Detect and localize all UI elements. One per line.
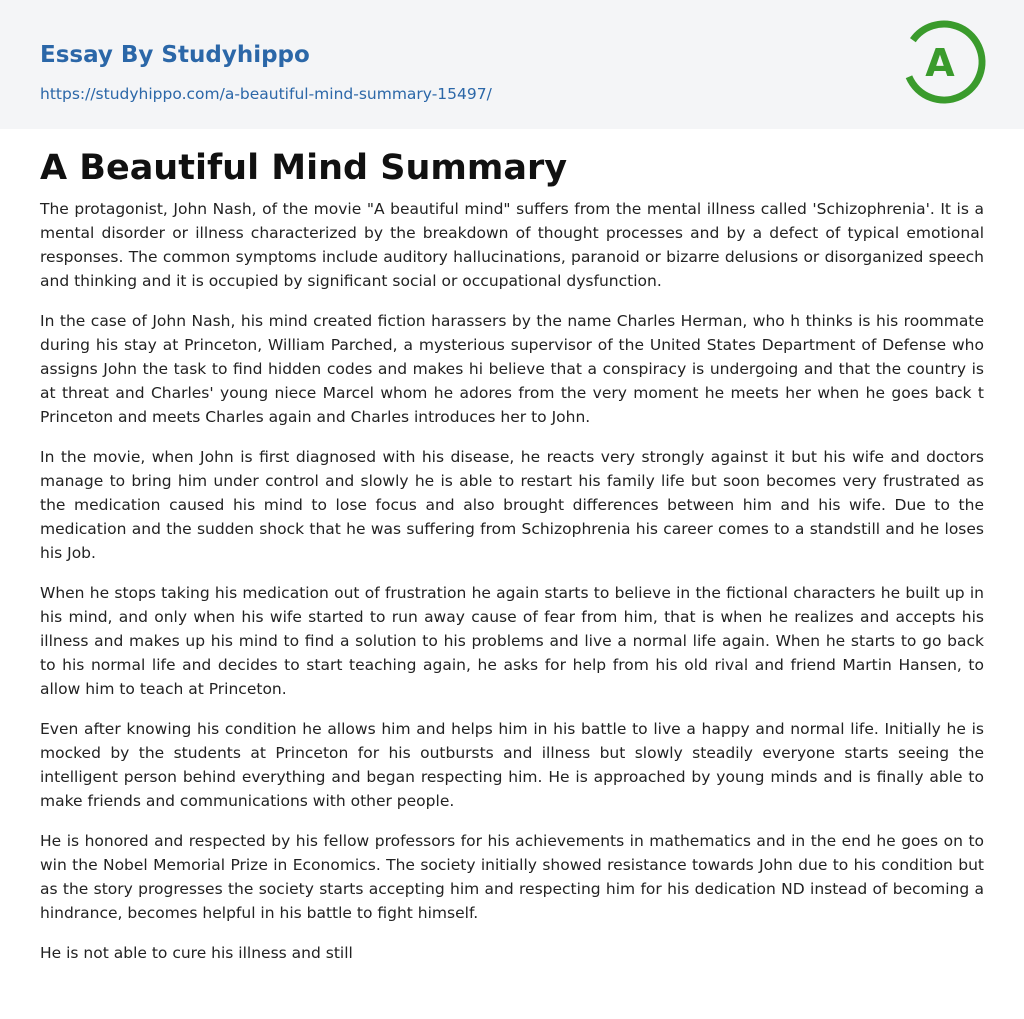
studyhippo-logo-icon[interactable] bbox=[900, 18, 988, 106]
logo-letter: A bbox=[925, 41, 955, 85]
article-body bbox=[0, 129, 1024, 965]
source-url-link[interactable]: https://studyhippo.com/a-beautiful-mind-summary-15497/ bbox=[40, 85, 492, 103]
brand-title[interactable]: Essay By Studyhippo bbox=[40, 42, 310, 68]
paragraph: In the case of John Nash, his mind created fiction harassers by the name Charles Herman, who h thinks is his roommate during his stay at Princeton, William Parched, a mysterious supervisor of the United States Department of Defense who assigns John the task to find hidden codes and makes hi believe that a conspiracy is undergoing and that the country is at threat and Charles' young niece Marcel whom he adores from the very moment he meets her when he goes back t Princeton and meets Charles again and Charles introduces her to John. bbox=[40, 312, 984, 426]
paragraph: The protagonist, John Nash, of the movie "A beautiful mind" suffers from the mental illness called 'Schizophrenia'. It is a mental disorder or illness characterized by the breakdown of thought processes and by a defect of typical emotional responses. The common symptoms include auditory hallucinations, paranoid or bizarre delusions or disorganized speech and thinking and it is occupied by significant social or occupational dysfunction. bbox=[40, 200, 984, 290]
page-title: A Beautiful Mind Summary bbox=[40, 148, 568, 188]
paragraph: In the movie, when John is first diagnosed with his disease, he reacts very strongly against it but his wife and doctors manage to bring him under control and slowly he is able to restart his family life but soon becomes very frustrated as the medication caused his mind to lose focus and also brought differences between him and his wife. Due to the medication and the sudden shock that he was suffering from Schizophrenia his career comes to a standstill and he loses his Job. bbox=[40, 448, 984, 562]
page-header bbox=[0, 0, 1024, 129]
paragraph: He is not able to cure his illness and still bbox=[40, 944, 353, 962]
paragraph: Even after knowing his condition he allows him and helps him in his battle to live a happy and normal life. Initially he is mocked by the students at Princeton for his outbursts and illness but slowly steadily everyone starts seeing the intelligent person behind everything and began respecting him. He is approached by young minds and is finally able to make friends and communications with other people. bbox=[40, 720, 984, 810]
paragraph: He is honored and respected by his fellow professors for his achievements in mathematics and in the end he goes on to win the Nobel Memorial Prize in Economics. The society initially showed resistance towards John due to his condition but as the story progresses the society starts accepting him and respecting him for his dedication ND instead of becoming a hindrance, becomes helpful in his battle to fight himself. bbox=[40, 832, 984, 922]
paragraph: When he stops taking his medication out of frustration he again starts to believe in the fictional characters he built up in his mind, and only when his wife started to run away cause of fear from him, that is when he realizes and accepts his illness and makes up his mind to find a solution to his problems and live a normal life again. When he starts to go back to his normal life and decides to start teaching again, he asks for help from his old rival and friend Martin Hansen, to allow him to teach at Princeton. bbox=[40, 584, 984, 698]
